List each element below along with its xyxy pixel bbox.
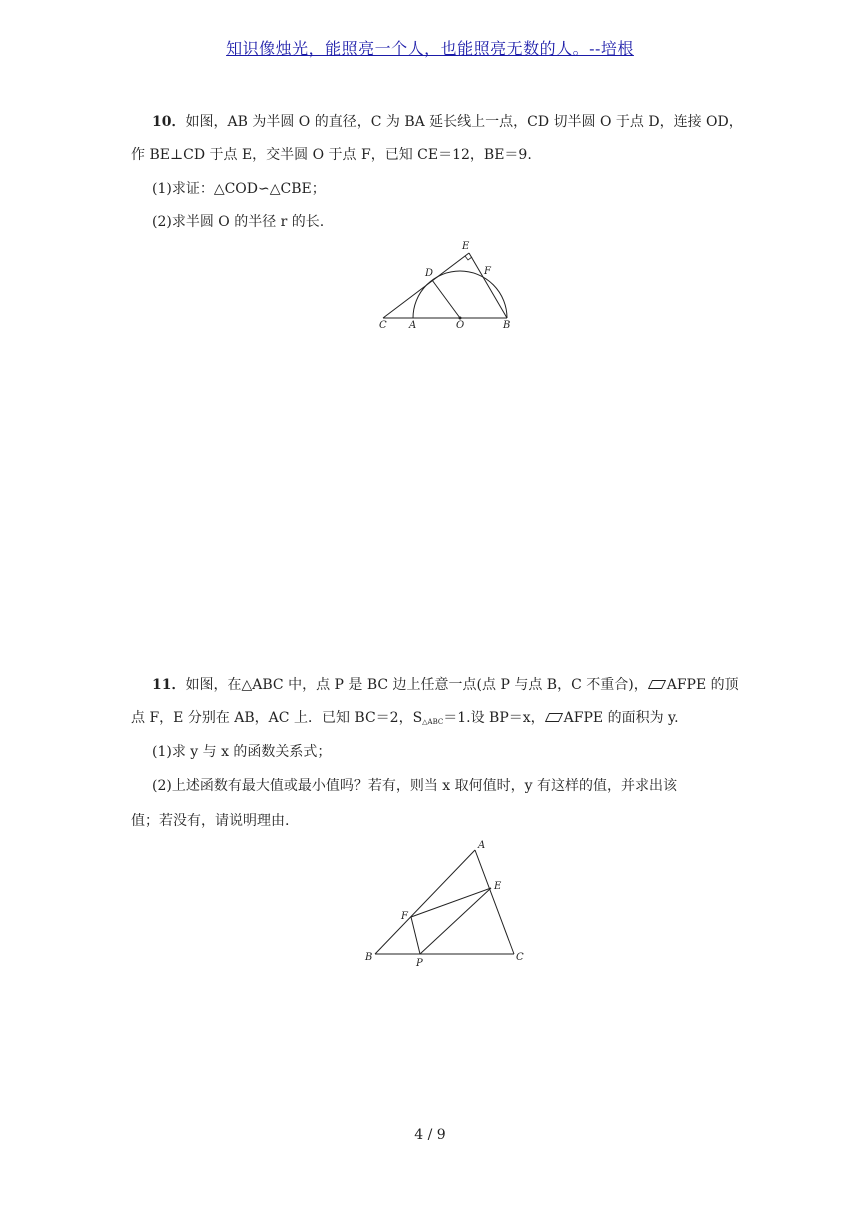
figure-triangle	[360, 835, 535, 975]
label-d: D	[425, 268, 434, 279]
problem-11-part-2-line-2: 值；若没有，请说明理由.	[131, 813, 290, 829]
parallelogram-icon	[545, 713, 563, 722]
label-f: F	[484, 266, 491, 277]
label-b: B	[365, 952, 373, 963]
label-p: P	[416, 958, 423, 969]
label-b: B	[503, 320, 511, 331]
label-c: C	[516, 952, 524, 963]
problem-10-part-2: (2)求半圆 O 的半径 r 的长.	[152, 214, 325, 230]
problem-11-line-1: 11．如图，在△ABC 中，点 P 是 BC 边上任意一点(点 P 与点 B，C 不重合)， AFPE 的顶	[152, 677, 739, 693]
problem-10-text-1: 如图，AB 为半圆 O 的直径，C 为 BA 延长线上一点，CD 切半圆 O 于点 D，连接 OD，	[185, 114, 743, 130]
label-a: A	[478, 840, 486, 851]
problem-11-part-1: (1)求 y 与 x 的函数关系式；	[152, 744, 332, 760]
label-c: C	[379, 320, 387, 331]
problem-10-line-2: 作 BE⊥CD 于点 E，交半圆 O 于点 F，已知 CE＝12，BE＝9.	[131, 147, 532, 163]
page-number: 4 / 9	[414, 1127, 446, 1143]
parallelogram-icon	[648, 680, 666, 689]
problem-10-part-1: (1)求证：△COD∽△CBE；	[152, 181, 326, 197]
problem-11-number: 11．	[152, 677, 186, 693]
problem-10-number: 10．	[152, 114, 186, 130]
problem-11-line-2: 点 F，E 分别在 AB，AC 上．已知 BC＝2，$S_{\triangle ABC}=1$.设 BP＝x， AFPE 的面积为 y.	[131, 710, 679, 726]
label-e: E	[494, 881, 502, 892]
problem-11-part-2-line-1: (2)上述函数有最大值或最小值吗？若有，则当 x 取何值时，y 有这样的值，并求出该	[152, 778, 677, 794]
header-quote-link[interactable]: 知识像烛光，能照亮一个人，也能照亮无数的人。--培根	[226, 39, 634, 58]
label-f: F	[401, 911, 408, 922]
label-e: E	[462, 241, 470, 252]
area-subscript: △ABC	[422, 718, 444, 726]
label-o: O	[456, 320, 465, 331]
figure-semicircle	[370, 236, 530, 336]
label-a: A	[409, 320, 417, 331]
problem-10-line-1	[131, 112, 743, 132]
